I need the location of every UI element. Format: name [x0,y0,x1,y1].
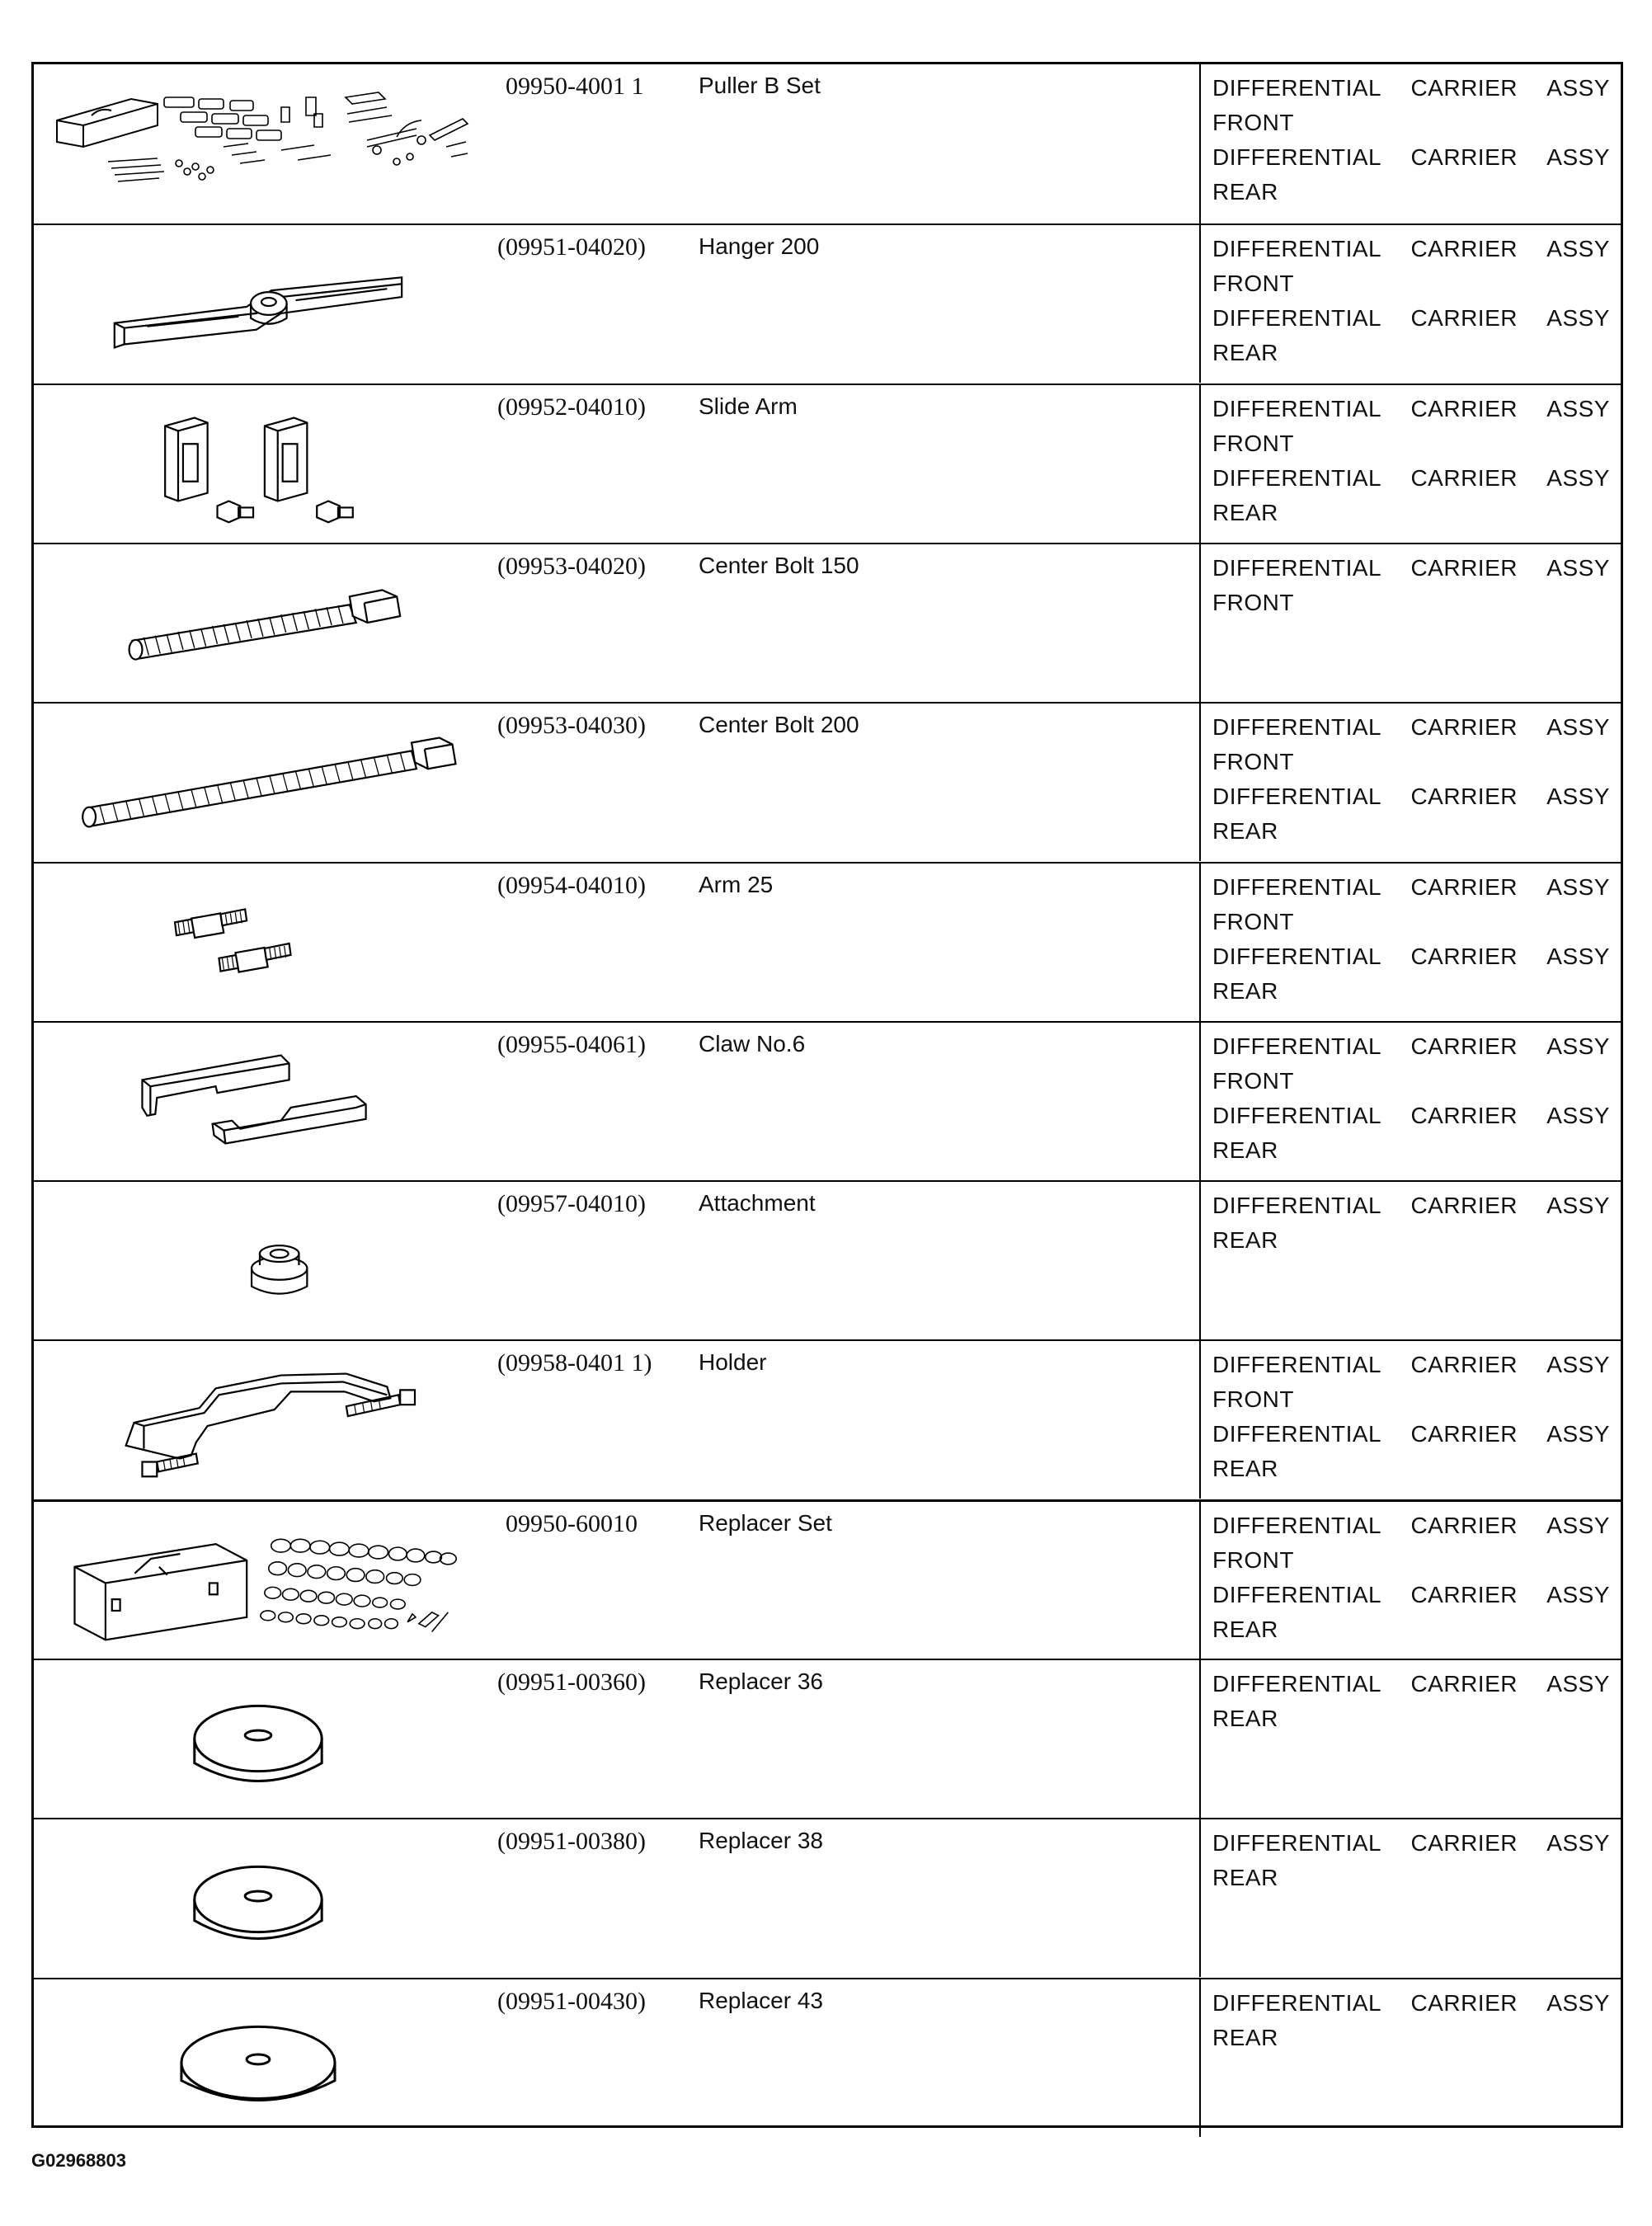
assembly-line [1212,301,1610,336]
assembly-position: REAR [1212,340,1278,366]
applicable-assemblies [1199,704,1623,861]
assembly-word: CARRIER [1410,1193,1518,1219]
assembly-word: DIFFERENTIAL [1212,873,1382,900]
part-number: 09950-60010 [506,1509,638,1537]
assembly-position: REAR [1212,2024,1278,2050]
tool-illustration [34,1819,479,1977]
table-row [34,543,1621,702]
assembly-word: CARRIER [1410,1581,1518,1607]
part-number: (09951-00360) [497,1668,646,1696]
assembly-word: CARRIER [1410,1512,1518,1538]
part-name: Replacer 38 [699,1828,823,1854]
assembly-word: DIFFERENTIAL [1212,305,1382,332]
assembly-word: DIFFERENTIAL [1212,1421,1382,1447]
part-name: Claw No.6 [699,1030,806,1057]
assembly-word: CARRIER [1410,1989,1518,2016]
applicable-assemblies [1199,864,1623,1021]
assembly-word: CARRIER [1410,1102,1518,1128]
assembly-position: FRONT [1212,589,1294,615]
assembly-line [1212,1417,1610,1452]
tool-illustration [34,1341,479,1499]
assembly-word: CARRIER [1410,1033,1518,1059]
assembly-word: ASSY [1546,236,1610,262]
assembly-word: ASSY [1546,873,1610,900]
part-name: Replacer 43 [699,1987,823,2013]
part-name: Replacer 36 [699,1668,823,1694]
assembly-word: CARRIER [1410,1830,1518,1857]
assembly-line [1212,779,1610,814]
assembly-word: CARRIER [1410,714,1518,741]
tool-illustration [34,864,479,1021]
applicable-assemblies [1199,225,1623,383]
assembly-word: DIFFERENTIAL [1212,464,1382,491]
assembly-position: FRONT [1212,908,1294,934]
assembly-word: DIFFERENTIAL [1212,784,1382,810]
table-row [34,384,1621,543]
table-row [34,1180,1621,1339]
assembly-word: ASSY [1546,784,1610,810]
assembly-word: CARRIER [1410,144,1518,170]
assembly-word: DIFFERENTIAL [1212,1581,1382,1607]
part-number: (09955-04061) [497,1030,646,1058]
assembly-word: CARRIER [1410,554,1518,581]
assembly-line [1212,1099,1610,1133]
assembly-word: ASSY [1546,1830,1610,1857]
applicable-assemblies [1199,1341,1623,1499]
part-name: Center Bolt 150 [699,552,859,578]
assembly-word: ASSY [1546,1581,1610,1607]
table-row [34,1021,1621,1180]
assembly-line [1212,1348,1610,1382]
assembly-line [1212,870,1610,905]
assembly-line [1212,232,1610,266]
assembly-position: REAR [1212,818,1278,845]
assembly-word: ASSY [1546,305,1610,332]
assembly-word: CARRIER [1410,873,1518,900]
assembly-line [1212,392,1610,426]
assembly-word: CARRIER [1410,1671,1518,1697]
applicable-assemblies [1199,1819,1623,1977]
tool-illustration [34,1979,479,2137]
applicable-assemblies [1199,64,1623,224]
assembly-word: CARRIER [1410,236,1518,262]
part-number: (09953-04020) [497,552,646,580]
assembly-position: FRONT [1212,271,1294,297]
assembly-word: ASSY [1546,1033,1610,1059]
part-name: Slide Arm [699,393,798,419]
table-row [34,1978,1621,2137]
assembly-word: CARRIER [1410,784,1518,810]
applicable-assemblies [1199,385,1623,543]
assembly-line [1212,939,1610,974]
assembly-word: DIFFERENTIAL [1212,1989,1382,2016]
assembly-position: REAR [1212,1227,1278,1254]
assembly-word: DIFFERENTIAL [1212,1102,1382,1128]
part-number: (09951-00430) [497,1987,646,2015]
tool-illustration [34,1023,479,1180]
tool-illustration [34,64,479,224]
assembly-word: CARRIER [1410,395,1518,421]
table-row [34,1499,1621,1659]
assembly-position: REAR [1212,179,1278,205]
assembly-line [1212,1188,1610,1223]
assembly-word: ASSY [1546,144,1610,170]
assembly-position: REAR [1212,977,1278,1004]
assembly-word: ASSY [1546,554,1610,581]
assembly-line [1212,551,1610,586]
part-number: (09951-04020) [497,233,646,261]
part-name: Hanger 200 [699,233,820,260]
assembly-word: DIFFERENTIAL [1212,714,1382,741]
assembly-position: FRONT [1212,749,1294,775]
assembly-line [1212,710,1610,745]
assembly-word: DIFFERENTIAL [1212,1671,1382,1697]
part-name: Center Bolt 200 [699,712,859,738]
tool-illustration [34,1660,479,1818]
assembly-word: ASSY [1546,1352,1610,1378]
table-row [34,702,1621,861]
assembly-word: DIFFERENTIAL [1212,1830,1382,1857]
assembly-position: REAR [1212,1616,1278,1642]
assembly-word: ASSY [1546,1512,1610,1538]
part-number: (09952-04010) [497,393,646,421]
assembly-position: REAR [1212,1706,1278,1731]
part-name: Arm 25 [699,871,774,897]
assembly-position: REAR [1212,1456,1278,1482]
assembly-word: ASSY [1546,75,1610,101]
assembly-word: CARRIER [1410,1352,1518,1378]
assembly-word: ASSY [1546,1671,1610,1697]
applicable-assemblies [1199,1502,1623,1659]
part-number: (09954-04010) [497,871,646,899]
assembly-line [1212,1029,1610,1064]
tool-table [31,62,1623,2128]
assembly-line [1212,1578,1610,1612]
applicable-assemblies [1199,1660,1623,1818]
assembly-line [1212,71,1610,106]
assembly-word: ASSY [1546,714,1610,741]
assembly-line [1212,461,1610,496]
assembly-line [1212,1986,1610,2021]
table-row [34,1339,1621,1499]
assembly-word: ASSY [1546,464,1610,491]
assembly-word: ASSY [1546,395,1610,421]
assembly-word: DIFFERENTIAL [1212,144,1382,170]
assembly-word: DIFFERENTIAL [1212,1512,1382,1538]
tool-illustration [34,544,479,702]
assembly-word: ASSY [1546,1102,1610,1128]
applicable-assemblies [1199,1182,1623,1339]
part-number: (09953-04030) [497,712,646,740]
assembly-position: FRONT [1212,110,1294,135]
applicable-assemblies [1199,1979,1623,2137]
assembly-position: FRONT [1212,1067,1294,1094]
assembly-position: REAR [1212,499,1278,525]
assembly-word: DIFFERENTIAL [1212,943,1382,969]
part-name: Attachment [699,1190,816,1217]
assembly-word: CARRIER [1410,943,1518,969]
table-row [34,862,1621,1021]
assembly-position: FRONT [1212,1386,1294,1413]
tool-illustration [34,1182,479,1339]
part-number: 09950-4001 1 [506,73,644,100]
part-number: (09951-00380) [497,1828,646,1856]
table-row [34,224,1621,383]
assembly-word: DIFFERENTIAL [1212,554,1382,581]
part-number: (09958-0401 1) [497,1349,652,1377]
assembly-word: DIFFERENTIAL [1212,75,1382,101]
assembly-word: ASSY [1546,943,1610,969]
assembly-position: FRONT [1212,1546,1294,1573]
assembly-word: DIFFERENTIAL [1212,395,1382,421]
assembly-line [1212,1667,1610,1701]
assembly-word: CARRIER [1410,1421,1518,1447]
tool-illustration [34,385,479,543]
assembly-line [1212,1508,1610,1543]
part-name: Holder [699,1349,767,1376]
tool-illustration [34,704,479,861]
table-row [34,1818,1621,1977]
assembly-word: CARRIER [1410,305,1518,332]
applicable-assemblies [1199,1023,1623,1180]
assembly-position: FRONT [1212,430,1294,456]
part-number: (09957-04010) [497,1190,646,1218]
assembly-line [1212,1826,1610,1861]
table-row [34,64,1621,224]
assembly-line [1212,140,1610,175]
assembly-position: REAR [1212,1865,1278,1891]
assembly-word: DIFFERENTIAL [1212,1033,1382,1059]
assembly-word: CARRIER [1410,464,1518,491]
applicable-assemblies [1199,544,1623,702]
assembly-word: DIFFERENTIAL [1212,236,1382,262]
assembly-position: REAR [1212,1137,1278,1163]
figure-code: G02968803 [31,2150,126,2171]
tool-illustration [34,225,479,383]
assembly-word: ASSY [1546,1421,1610,1447]
assembly-word: ASSY [1546,1989,1610,2016]
table-row [34,1659,1621,1818]
assembly-word: CARRIER [1410,75,1518,101]
assembly-word: ASSY [1546,1193,1610,1219]
part-name: Replacer Set [699,1509,832,1536]
assembly-word: DIFFERENTIAL [1212,1193,1382,1219]
part-name: Puller B Set [699,73,821,98]
tool-illustration [34,1502,479,1659]
assembly-word: DIFFERENTIAL [1212,1352,1382,1378]
